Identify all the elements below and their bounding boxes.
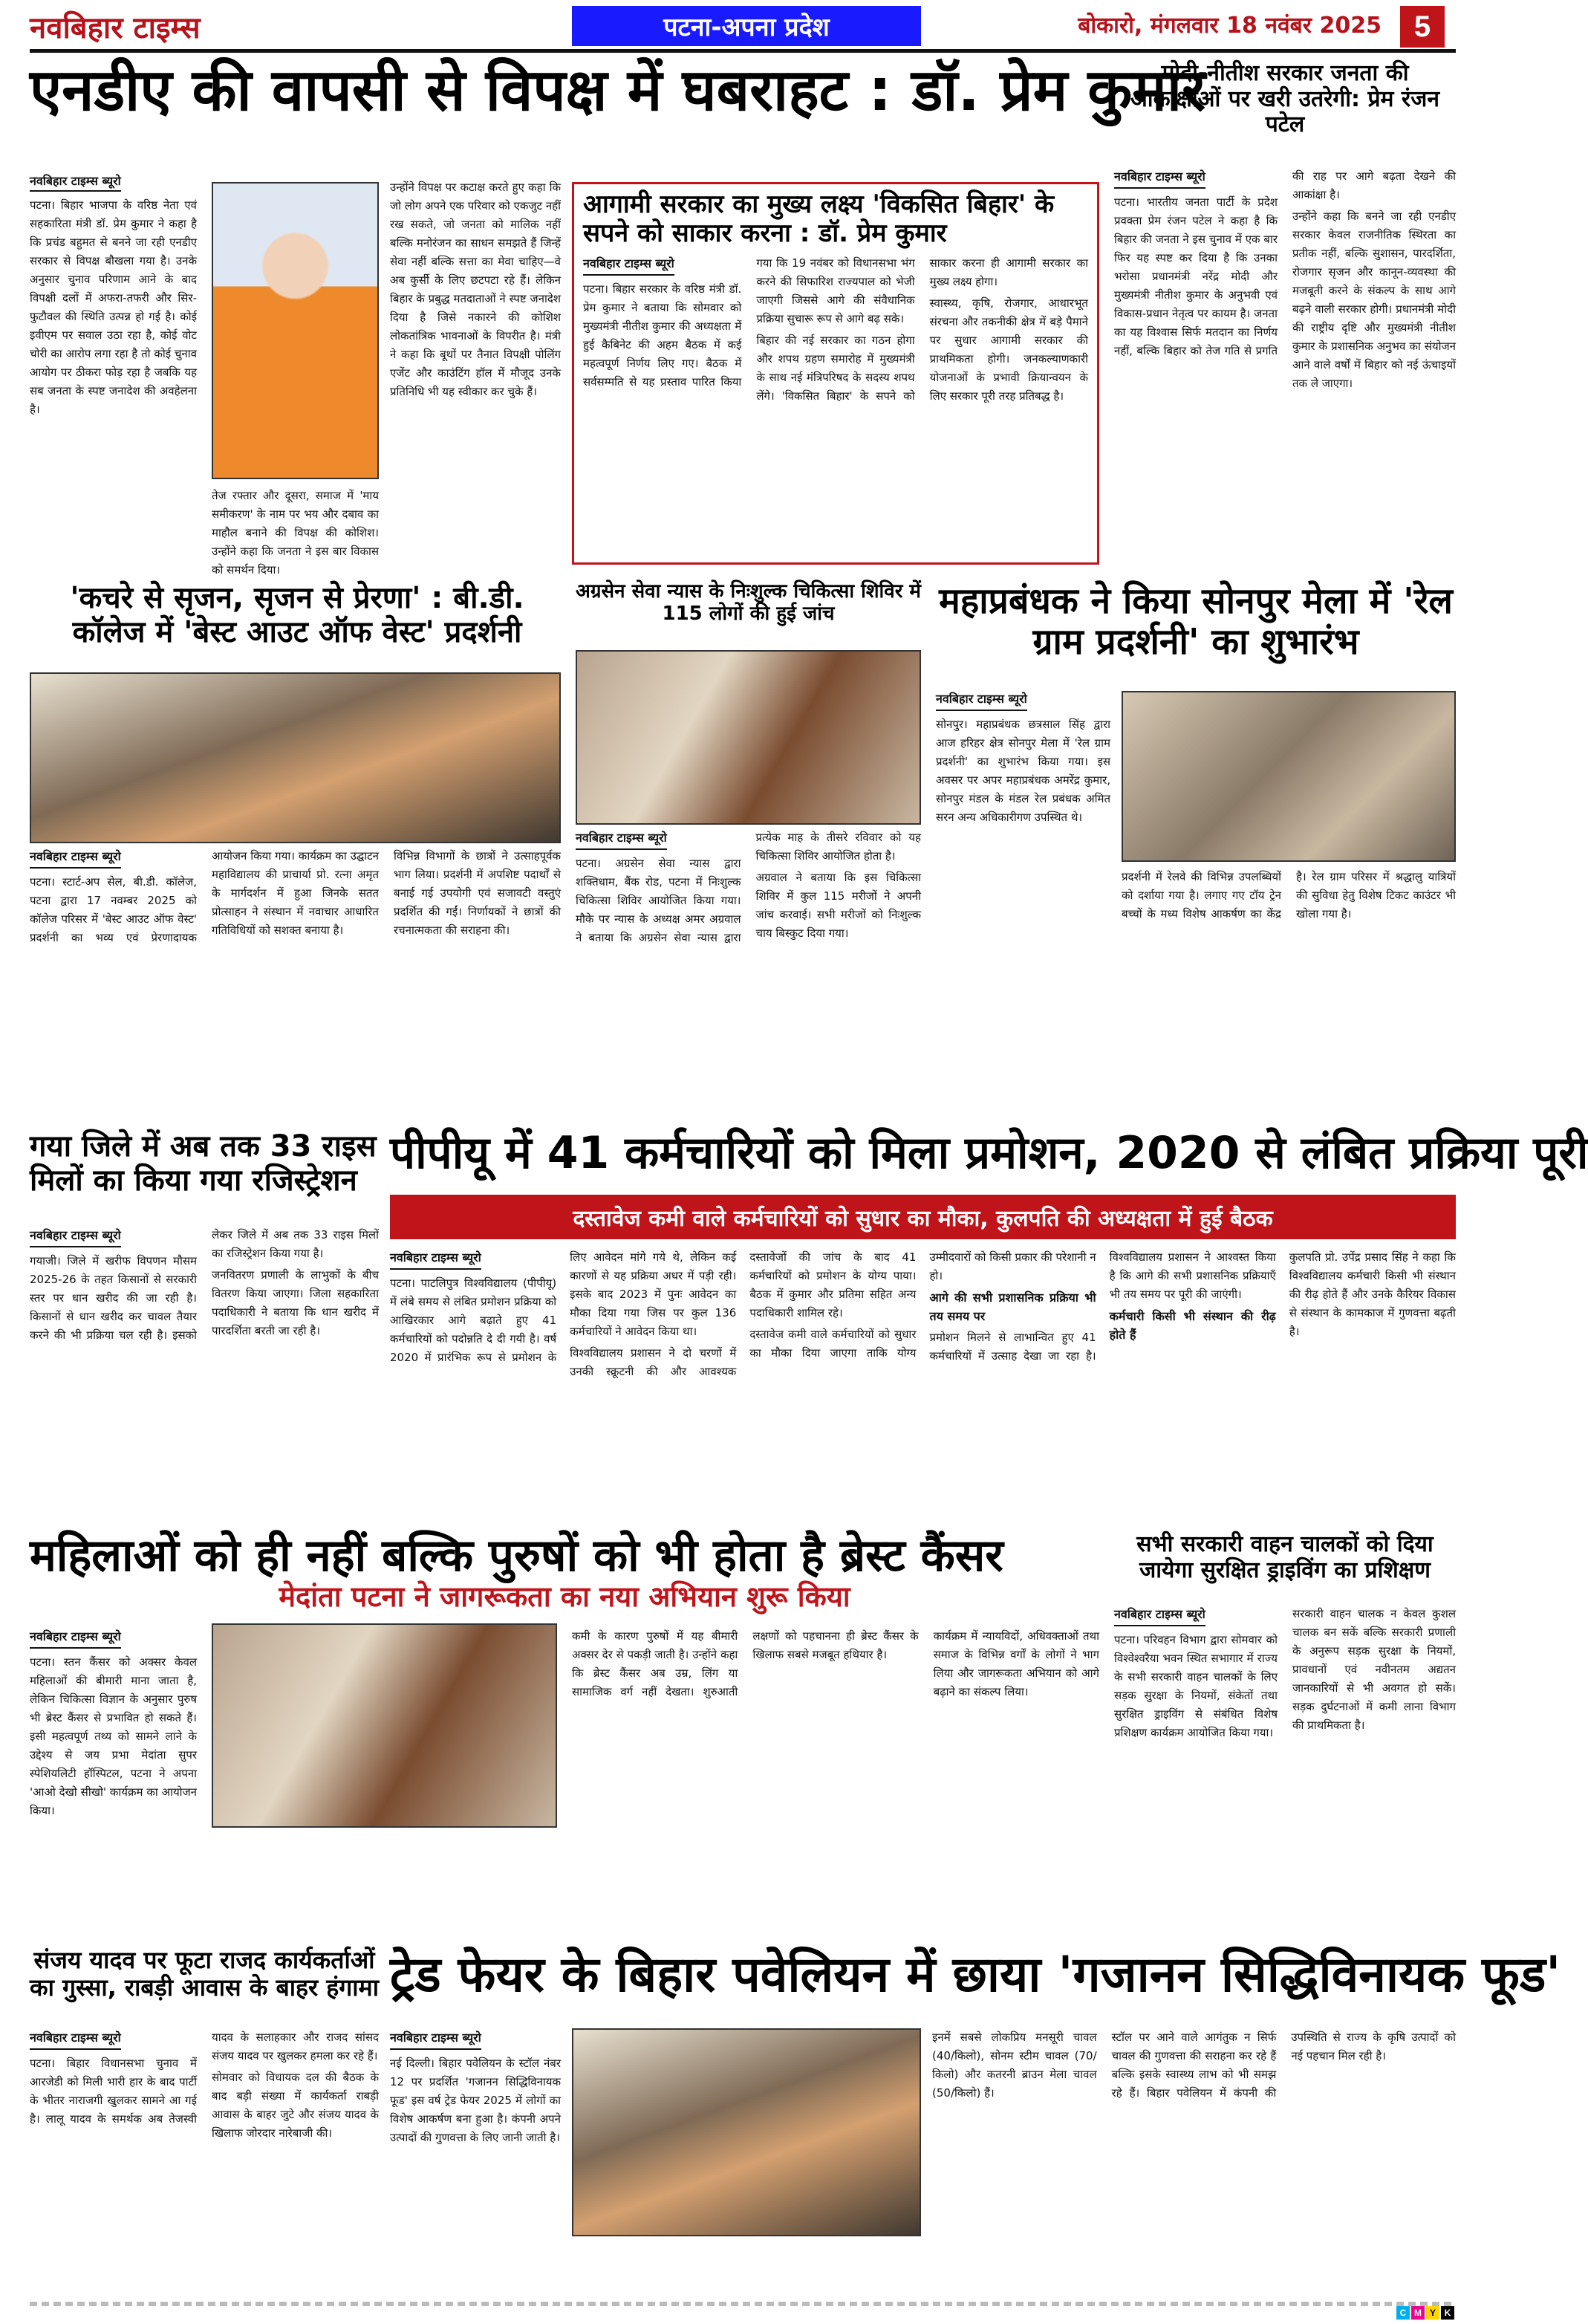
paragraph: पटना। पाटलिपुत्र विश्वविद्यालय (पीपीयू) में लंबे समय से लंबित प्रमोशन प्रक्रिया को आखिरकार आगे बढ़ाते हुए 41 कर्मचारियों को पदोन्नति दे दी गयी है। वर्ष 2020 में प्रारंभिक रूप से प्रमोशन के लिए आवेदन मांगे गये थे, लेकिन कई कारणों से यह प्रक्रिया अधर में पड़ी रही। इसके बाद 2023 में पुनः आवेदन का मौका दिया गया जिस पर कुल 136 कर्मचारियों ने आवेदन किया था। [390,1250,737,1364]
byline: नवबिहार टाइम्स ब्यूरो [30,1627,121,1649]
story-gaya [30,1226,379,1527]
paragraph: अग्रवाल ने बताया कि इस चिकित्सा शिविर में कुल 115 मरीजों ने अपनी जांच करवाई। सभी मरीजों को निःशुल्क चाय बिस्कुट दिया गया। [755,871,921,940]
byline: नवबिहार टाइम्स ब्यूरो [936,689,1027,711]
paragraph: पटना। परिवहन विभाग द्वारा सोमवार को विश्वेश्वरैया भवन स्थित सभागार में राज्य के सभी सरकारी वाहन चालकों के लिए सड़क सुरक्षा के नियमों, संकेतों तथा सुरक्षित ड्राइविंग से संबंधित विशेष प्रशिक्षण कार्यक्रम आयोजित किया गया। [1114,1633,1278,1739]
headline-prem-kumar: एनडीए की वापसी से विपक्ष में घबराहट : डॉ. प्रेम कुमार [30,57,1206,124]
page-number: 5 [1400,6,1445,48]
paragraph: उन्होंने विपक्ष पर कटाक्ष करते हुए कहा कि जो लोग अपने एक परिवार को एकजुट नहीं रख सकते, जो जनता को मालिक नहीं बल्कि मनोरंजन का साधन समझते हैं जिन्हें सेवा नहीं बल्कि सत्ता का मेवा चाहिए—वे अब कुर्सी के लिए छटपटा रहे हैं। लेकिन बिहार के प्रबुद्ध मतदाताओं ने स्पष्ट जनादेश दिया है जिसे नकारने की कोशिश लोकतांत्रिक भावनाओं के विपरीत है। मंत्री ने कहा कि बूथों पर तैनात विपक्षी पोलिंग एजेंट और काउंटिंग हॉल में मौजूद उनके प्रतिनिधि भी यह स्वीकार कर चुके हैं। [390,181,561,398]
paragraph: पटना। बिहार विधानसभा चुनाव में आरजेडी को मिली भारी हार के बाद पार्टी के भीतर नाराजगी खुलकर सामने आ गई है। लालू यादव के समर्थक अब तेजस्वी यादव के सलाहकार और राजद सांसद संजय यादव पर खुलकर हमला कर रहे हैं। [30,2031,379,2126]
byline: नवबिहार टाइम्स ब्यूरो [583,254,674,276]
story-ppu [390,1248,1456,1527]
story-breast-cancer [30,1627,197,1932]
paragraph: सोमवार को विधायक दल की बैठक के बाद बड़ी संख्या में कार्यकर्ता राबड़ी आवास के बाहर जुटे और संजय यादव के खिलाफ जोरदार नारेबाजी की। [212,2071,379,2140]
subheading: आगे की सभी प्रशासनिक प्रक्रिया भी तय समय पर [929,1291,1096,1323]
story-body [30,196,197,568]
byline: नवबिहार टाइम्स ब्यूरो [30,1226,121,1247]
headline-gaya: गया जिले में अब तक 33 राइस मिलों का किया गया रजिस्ट्रेशन [30,1129,377,1198]
byline: नवबिहार टाइम्स ब्यूरो [1114,1605,1205,1626]
story-sonpur [936,689,1110,1120]
byline: नवबिहार टाइम्स ब्यूरो [30,847,121,869]
story-prem-ranjan [1114,167,1456,565]
story-breast-cancer-cont [572,1627,1099,1932]
subheading: कर्मचारी किसी भी संस्थान की रीढ़ होते हैं [1109,1309,1276,1342]
headline-agrasen: अग्रसेन सेवा न्यास के निःशुल्क चिकित्सा शिविर में 115 लोगों की हुई जांच [576,580,921,625]
cmyk-registration-marks [1396,2306,1454,2320]
paragraph: बिहार की नई सरकार का गठन होगा और शपथ ग्रहण समारोह में मुख्यमंत्री के साथ नई मंत्रिपरिषद के सदस्य शपथ लेंगे। 'विकसित बिहार' के सपने को साकार करना ही आगामी सरकार का मुख्य लक्ष्य होगा। [756,256,1088,403]
paragraph: पटना। बिहार सरकार के वरिष्ठ मंत्री डॉ. प्रेम कुमार ने बताया कि सोमवार को मुख्यमंत्री नीतीश कुमार की अध्यक्षता में हुई कैबिनेट की अहम बैठक में कई महत्वपूर्ण निर्णय लिए गए। बैठक में सर्वसम्मति से यह प्रस्ताव पारित किया गया कि 19 नवंबर को विधानसभा भंग करने की सिफारिश राज्यपाल को भेजी जाएगी जिससे आगे की संवैधानिक प्रक्रिया सुचारू रूप से आगे बढ़ सके। [583,256,915,389]
ppu-subheadline-band: दस्तावेज कमी वाले कर्मचारियों को सुधार का मौका, कुलपति की अध्यक्षता में हुई बैठक [390,1195,1456,1239]
story-trade-fair-cont [932,2028,1456,2296]
cmyk-cyan: C [1396,2306,1410,2320]
photo-trade-fair [572,2028,921,2236]
paragraph: प्रमोशन मिलने से लाभान्वित हुए 41 कर्मचारियों में उत्साह देखा जा रहा है। विश्वविद्यालय प्रशासन ने आश्वस्त किया है कि आगे की सभी प्रशासनिक प्रक्रियाएँ भी तय समय पर पूरी की जाएंगी। [929,1250,1276,1363]
story-sanjay-yadav [30,2028,379,2296]
masthead-rule [30,49,1456,53]
byline: नवबिहार टाइम्स ब्यूरो [576,828,667,850]
footer-divider [30,2302,1456,2306]
story-body [583,254,1088,551]
photo-sonpur [1122,691,1456,862]
cmyk-magenta: M [1411,2306,1425,2320]
cmyk-yellow: Y [1426,2306,1439,2320]
headline-driving-training: सभी सरकारी वाहन चालकों को दिया जायेगा सुरक्षित ड्राइविंग का प्रशिक्षण [1136,1531,1434,1583]
paragraph: दस्तावेज कमी वाले कर्मचारियों को सुधार का मौका दिया जाएगा ताकि योग्य उम्मीदवारों को किसी प्रकार की परेशानी न हो। [749,1250,1096,1360]
cmyk-black: K [1441,2306,1454,2320]
headline-viksit-bihar: आगामी सरकार का मुख्य लक्ष्य 'विकसित बिहार' के सपने को साकार करना : डॉ. प्रेम कुमार [583,189,1055,249]
story-driving [1114,1605,1456,1932]
byline: नवबिहार टाइम्स ब्यूरो [1114,167,1205,189]
headline-prem-ranjan: मोदी-नीतीश सरकार जनता की आकांक्षाओं पर खरी उतरेगी: प्रेम रंजन पटेल [1130,60,1440,137]
paragraph: पटना। अग्रसेन सेवा न्यास द्वारा शक्तिधाम, बैंक रोड, पटना में निःशुल्क चिकित्सा शिविर आयोजित किया गया। मौके पर न्यास के अध्यक्ष अमर अग्रवाल ने बताया कि अग्रसेन सेवा न्यास द्वारा प्रत्येक माह के तीसरे रविवार को यह चिकित्सा शिविर आयोजित होता है। [576,831,921,944]
subheadline-medanta: मेदांता पटना ने जागरूकता का नया अभियान शुरू किया [279,1580,850,1613]
headline-trade-fair: ट्रेड फेयर के बिहार पवेलियन में छाया 'गजानन सिद्धिविनायक फूड' [390,1946,1561,2003]
paragraph: पटना। स्तन कैंसर को अक्सर केवल महिलाओं की बीमारी माना जाता है, लेकिन चिकित्सा विज्ञान के अनुसार पुरुष भी ब्रेस्ट कैंसर से प्रभावित हो सकते हैं। इसी महत्वपूर्ण तथ्य को सामने लाने के उद्देश्य से जय प्रभा मेदांता सुपर स्पेशियलिटी हॉस्पिटल, पटना ने अपना 'आओ देखो सीखो' कार्यक्रम का आयोजन किया। [30,1655,197,1817]
paragraph: पटना। बिहार भाजपा के वरिष्ठ नेता एवं सहकारिता मंत्री डॉ. प्रेम कुमार ने कहा है कि प्रचंड बहुमत से बनने जा रही एनडीए सरकार से विपक्ष बौखला गया है। उनके अनुसार चुनाव परिणाम आने के बाद विपक्षी दलों में अफरा-तफरी और सिर-फुटौवल की स्थिति उत्पन्न हो गई है। कोई इवीएम पर सवाल उठा रहा है, कोई वोट चोरी का आरोप लगा रहा है तो कोई चुनाव आयोग पर ठीकरा फोड़ रहा है जबकि यह सब जनता के स्पष्ट जनादेश की अवहेलना है। [30,198,197,416]
paragraph: उन्होंने कहा कि बनने जा रही एनडीए सरकार केवल राजनीतिक स्थिरता का प्रतीक नहीं, बल्कि सुशासन, पारदर्शिता, रोजगार सृजन और कानून-व्यवस्था की मजबूती करने के संकल्प के साथ आगे बढ़ने वाली सरकार होगी। प्रधानमंत्री मोदी की राष्ट्रीय दृष्टि और मुख्यमंत्री नीतीश कुमार के प्रशासनिक अनुभव का संयोजन आने वाले वर्षों में बिहार को नई ऊंचाइयों तक ले जाएगा। [1292,210,1456,390]
byline: नवबिहार टाइम्स ब्यूरो [390,2028,481,2050]
paragraph: पटना। स्टार्ट-अप सेल, बी.डी. कॉलेज, पटना द्वारा 17 नवम्बर 2025 को कॉलेज परिसर में 'बेस्ट आउट ऑफ वेस्ट' प्रदर्शनी का भव्य एवं प्रेरणादायक आयोजन किया गया। कार्यक्रम का उद्घाटन महाविद्यालय की प्राचार्या प्रो. रत्ना अमृत के मार्गदर्शन में हुआ जिनके सतत प्रोत्साहन ने संस्थान में नवाचार आधारित गतिविधियों को सशक्त बनाया है। [30,849,379,944]
photo-breast-cancer [212,1623,557,1828]
newspaper-logo: नवबिहार टाइम्स [30,11,201,45]
dateline: बोकारो, मंगलवार 18 नवंबर 2025 [1078,13,1382,39]
story-best-out-of-waste [30,847,561,1118]
headline-best-out-of-waste: 'कचरे से सृजन, सृजन से प्रेरणा' : बी.डी. कॉलेज में 'बेस्ट आउट ऑफ वेस्ट' प्रदर्शनी [70,581,524,649]
headline-ppu: पीपीयू में 41 कर्मचारियों को मिला प्रमोशन, 2020 से लंबित प्रक्रिया पूरी [390,1127,1588,1179]
story-prem-kumar [30,172,197,568]
story-body-cont [390,178,561,561]
photo-best-out-of-waste [30,672,561,843]
section-title: पटना-अपना प्रदेश [572,6,921,46]
story-trade-fair [390,2028,561,2296]
paragraph: कुलपति प्रो. उपेंद्र प्रसाद सिंह ने कहा कि विश्वविद्यालय कर्मचारी किसी भी संस्थान की रीढ़ होते हैं और उनके कैरियर विकास से संस्थान के कामकाज में गुणवत्ता बढ़ती है। [1289,1250,1456,1338]
headline-sanjay-yadav: संजय यादव पर फूटा राजद कार्यकर्ताओं का गुस्सा, राबड़ी आवास के बाहर हंगामा [30,1946,379,2002]
byline: नवबिहार टाइम्स ब्यूरो [30,2028,121,2050]
paragraph: सरकारी वाहन चालक न केवल कुशल चालक बन सकें बल्कि सरकारी प्रणाली के अनुरूप सड़क सुरक्षा के नियमों, प्रावधानों एवं नवीनतम अद्यतन जानकारियों से भी अवगत हो सकें। सड़क दुर्घटनाओं में कमी लाना विभाग की प्राथमिकता है। [1292,1607,1456,1732]
paragraph: कमी के कारण पुरुषों में यह बीमारी अक्सर देर से पकड़ी जाती है। उन्होंने कहा कि ब्रेस्ट कैंसर अब उम्र, लिंग या सामाजिक वर्ग नहीं देखता। शुरुआती लक्षणों को पहचानना ही ब्रेस्ट कैंसर के खिलाफ सबसे मजबूत हथियार है। [572,1629,919,1698]
paragraph: कार्यक्रम में न्यायविदों, अधिवक्ताओं तथा समाज के विभिन्न वर्गों के लोगों ने भाग लिया और जागरूकता अभियान को आगे बढ़ाने का संकल्प लिया। [933,1629,1099,1698]
story-sonpur-cont [1122,868,1456,1120]
paragraph: स्टॉल पर आने वाले आगंतुक न सिर्फ चावल की गुणवत्ता की सराहना कर रहे हैं बल्कि इसके स्वास्थ्य लाभ को भी समझ रहे हैं। बिहार पवेलियन में कंपनी की उपस्थिति से राज्य के कृषि उत्पादों को नई पहचान मिल रही है। [1111,2031,1456,2100]
paragraph: जनवितरण प्रणाली के लाभुकों के बीच वितरण किया जाएगा। जिला सहकारिता पदाधिकारी ने बताया कि धान खरीद में पारदर्शिता बरती जा रही है। [212,1268,379,1337]
headline-breast-cancer: महिलाओं को ही नहीं बल्कि पुरुषों को भी होता है ब्रेस्ट कैंसर [30,1530,1003,1582]
paragraph: विभिन्न विभागों के छात्रों ने उत्साहपूर्वक भाग लिया। प्रदर्शनी में अपशिष्ट पदार्थों से बनाई गई उपयोगी एवं सजावटी वस्तुएं प्रदर्शित की गईं। निर्णायकों ने छात्रों की रचनात्मकता की सराहना की। [394,849,561,937]
paragraph: इनमें सबसे लोकप्रिय मनसूरी चावल (40/किलो), सोनम स्टीम चावल (70/किलो) और कतरनी ब्राउन मेला चावल (50/किलो) हैं। [932,2031,1097,2100]
boxed-story-viksit-bihar [572,182,1099,565]
paragraph: विश्वविद्यालय प्रशासन ने दो चरणों में उनकी स्क्रूटनी की और आवश्यक दस्तावेजों की जांच के बाद 41 कर्मचारियों को प्रमोशन के योग्य पाया। बैठक में कुमार और प्रतिमा सहित अन्य पदाधिकारी शामिल रहे। [570,1250,917,1378]
paragraph: प्रदर्शनी में रेलवे की विभिन्न उपलब्धियों को दर्शाया गया है। लगाए गए टॉय ट्रेन बच्चों के मध्य विशेष आकर्षण का केंद्र है। रेल ग्राम परिसर में श्रद्धालु यात्रियों की सुविधा हेतु विशेष टिकट काउंटर भी खोला गया है। [1122,870,1456,921]
byline: नवबिहार टाइम्स ब्यूरो [390,1248,481,1270]
paragraph: स्वास्थ्य, कृषि, रोजगार, आधारभूत संरचना और तकनीकी क्षेत्र में बड़े पैमाने पर सुधार आगामी सरकार की प्राथमिकता होगी। जनकल्याणकारी योजनाओं के प्रभावी क्रियान्वयन के लिए सरकार पूरी तरह प्रतिबद्ध है। [929,296,1088,403]
paragraph: गयाजी। जिले में खरीफ विपणन मौसम 2025-26 के तहत किसानों से सरकारी स्तर पर धान खरीद की जा रही है। किसानों से धान खरीद कर चावल तैयार करने की भी प्रक्रिया चल रही है। इसको लेकर जिले में अब तक 33 राइस मिलों का रजिस्ट्रेशन किया गया है। [30,1228,379,1342]
paragraph: नई दिल्ली। बिहार पवेलियन के स्टॉल नंबर 12 पर प्रदर्शित 'गजानन सिद्धिविनायक फूड' इस वर्ष ट्रेड फेयर 2025 में लोगों का विशेष आकर्षण बना हुआ है। कंपनी अपने उत्पादों की गुणवत्ता के लिए जानी जाती है। [390,2057,561,2144]
photo-agrasen [576,650,921,825]
headline-sonpur: महाप्रबंधक ने किया सोनपुर मेला में 'रेल ग्राम प्रदर्शनी' का शुभारंभ [939,580,1453,663]
story-body-cont [212,487,379,577]
paragraph: तेज रफ्तार और दूसरा, समाज में 'माय समीकरण' के नाम पर भय और दबाव का माहौल बनाने की विपक्ष की कोशिश। उन्होंने कहा कि जनता ने इस बार विकास को समर्थन दिया। [212,489,379,577]
paragraph: सोनपुर। महाप्रबंधक छत्रसाल सिंह द्वारा आज हरिहर क्षेत्र सोनपुर मेला में 'रेल ग्राम प्रदर्शनी' का शुभारंभ किया गया। इस अवसर पर अपर महाप्रबंधक अमरेंद्र कुमार, सोनपुर मंडल के मंडल रेल प्रबंधक अमित सरन अन्य अधिकारीगण उपस्थित थे। [936,718,1110,824]
story-agrasen [576,828,921,1118]
photo-prem-kumar [212,182,379,479]
paragraph: पटना। भारतीय जनता पार्टी के प्रदेश प्रवक्ता प्रेम रंजन पटेल ने कहा है कि बिहार की जनता ने इस चुनाव में एक बार फिर यह स्पष्ट कर दिया है कि उनका भरोसा प्रधानमंत्री नरेंद्र मोदी और मुख्यमंत्री नीतीश कुमार के अनुभवी एवं विकास-प्रधान नेतृत्व पर कायम है। जनता का यह विश्वास सिर्फ मतदान का निर्णय नहीं, बल्कि बिहार को तेज गति से प्रगति की राह पर आगे बढ़ता देखने की आकांक्षा है। [1114,169,1456,357]
byline: नवबिहार टाइम्स ब्यूरो [30,172,121,192]
